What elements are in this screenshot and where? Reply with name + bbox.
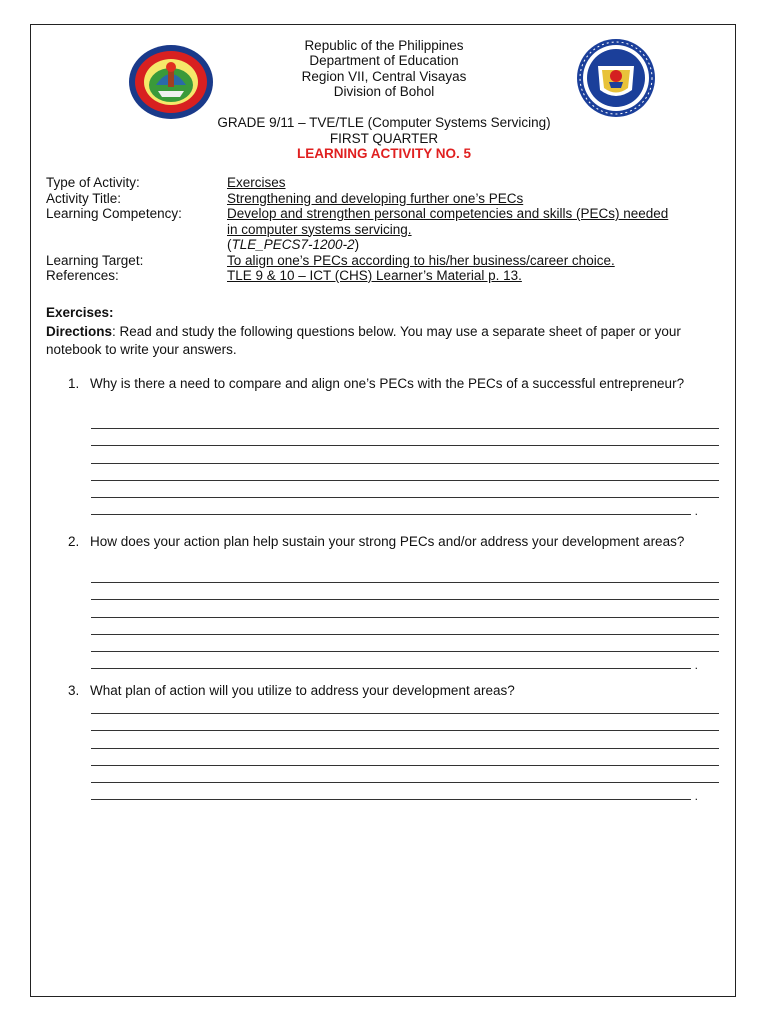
competency-code: (TLE_PECS7-1200-2) — [227, 237, 360, 252]
header-republic: Republic of the Philippines — [304, 38, 464, 53]
type-label: Type of Activity: — [46, 175, 140, 190]
competency-value-line2: in computer systems servicing. — [227, 221, 412, 237]
answer-line[interactable]: . — [91, 783, 691, 800]
question-number: 2. — [68, 534, 80, 549]
answer-line[interactable] — [91, 749, 719, 766]
target-label: Learning Target: — [46, 252, 144, 268]
answer-line[interactable] — [91, 766, 719, 783]
answer-lines-2[interactable] — [91, 566, 719, 673]
answer-line[interactable]: . — [91, 652, 691, 669]
header-region: Region VII, Central Visayas — [301, 68, 467, 84]
answer-line[interactable] — [91, 714, 719, 731]
competency-value-line1: Develop and strengthen personal competencies and skills (PECs) needed — [227, 206, 669, 221]
references-label: References: — [46, 268, 119, 283]
activity-title-value: Strengthening and developing further one’s PECs — [227, 190, 524, 206]
directions — [46, 323, 726, 359]
answer-line[interactable] — [91, 412, 719, 429]
answer-line[interactable] — [91, 583, 719, 600]
question-text: What plan of action will you utilize to address your development areas? — [90, 683, 515, 698]
activity-title-block — [0, 115, 768, 162]
exercises-heading: Exercises: — [46, 305, 114, 320]
letterhead — [0, 38, 768, 99]
question-text: Why is there a need to compare and align one’s PECs with the PECs of a successful entrepreneur? — [90, 376, 685, 391]
question-text: How does your action plan help sustain your strong PECs and/or address your development areas? — [90, 534, 685, 549]
answer-lines-3[interactable] — [91, 697, 719, 804]
answer-line[interactable] — [91, 697, 719, 714]
answer-line[interactable] — [91, 429, 719, 446]
target-value: To align one’s PECs according to his/her business/career choice. — [227, 252, 615, 268]
competency-label: Learning Competency: — [46, 206, 182, 221]
answer-line[interactable] — [91, 464, 719, 481]
answer-line[interactable] — [91, 618, 719, 635]
activity-title-label: Activity Title: — [46, 190, 122, 206]
question-number: 3. — [68, 683, 80, 698]
references-value: TLE 9 & 10 – ICT (CHS) Learner’s Material p. 13. — [227, 268, 522, 283]
learning-activity-number: LEARNING ACTIVITY NO. 5 — [296, 146, 472, 161]
answer-line[interactable] — [91, 481, 719, 498]
quarter: FIRST QUARTER — [329, 130, 439, 146]
header-division: Division of Bohol — [333, 83, 435, 99]
answer-line[interactable] — [91, 635, 719, 652]
answer-line[interactable] — [91, 600, 719, 617]
answer-line[interactable] — [91, 566, 719, 583]
directions-text: : Read and study the following questions below. You may use a separate sheet of paper or your notebook to write your answers. — [46, 324, 681, 357]
answer-line[interactable] — [91, 731, 719, 748]
answer-line[interactable] — [91, 446, 719, 463]
grade-subject: GRADE 9/11 – TVE/TLE (Computer Systems Servicing) — [217, 115, 551, 130]
question-number: 1. — [68, 376, 80, 391]
answer-line[interactable]: . — [91, 498, 691, 515]
directions-label: Directions — [46, 324, 113, 339]
header-department: Department of Education — [309, 53, 459, 69]
type-value: Exercises — [227, 175, 286, 190]
answer-lines-1[interactable] — [91, 412, 719, 519]
